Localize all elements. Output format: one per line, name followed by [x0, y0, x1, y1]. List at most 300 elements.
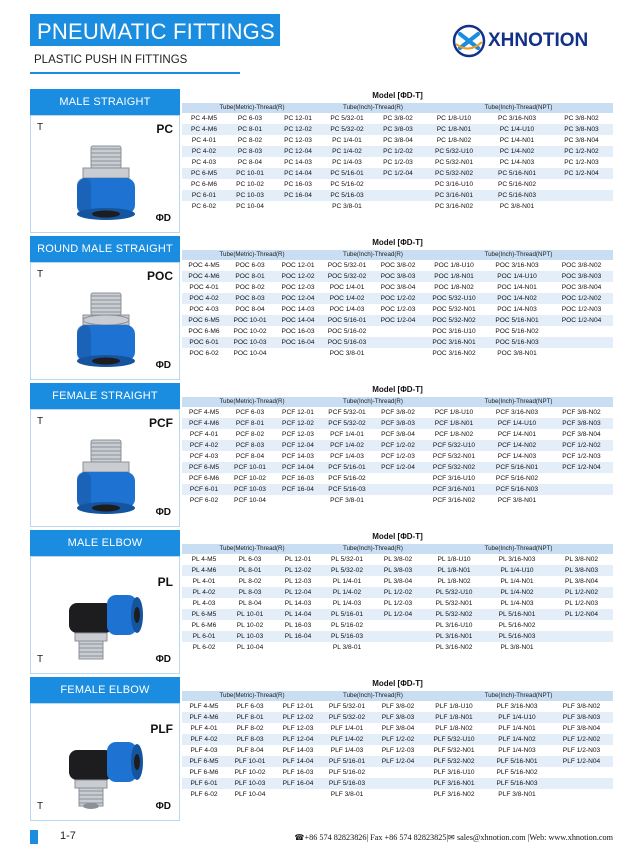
- model-cell: PC 1/2-04: [383, 170, 413, 177]
- model-cell: POC 1/4-N02: [497, 295, 537, 302]
- model-cell: PL 12-01: [284, 556, 312, 563]
- model-cell: POC 4-M6: [188, 273, 220, 280]
- model-cell: PCF 3/8-N03: [562, 420, 601, 427]
- model-cell: PLF 3/8-04: [381, 725, 415, 732]
- model-cell: PCF 3/16-N02: [432, 497, 476, 504]
- model-cell: PLF 5/32-U10: [433, 736, 475, 743]
- table-row: [182, 282, 613, 293]
- model-cell: PLF 5/16-03: [328, 780, 366, 787]
- model-cell: PC 5/16-N03: [497, 192, 537, 199]
- model-cell: PCF 5/32-U10: [432, 442, 476, 449]
- model-cell: PC 6-03: [237, 115, 263, 122]
- table-row: [182, 429, 613, 440]
- model-cell: POC 3/8-02: [380, 262, 416, 269]
- table-row: [182, 745, 613, 756]
- model-cell: PLF 4-M5: [189, 703, 219, 710]
- model-cell: PC 5/16-03: [330, 192, 364, 199]
- model-cell: POC 10-01: [233, 317, 267, 324]
- model-cell: PL 5/32-01: [330, 556, 363, 563]
- table-row: [182, 157, 613, 168]
- model-cell: PL 3/8-01: [332, 644, 362, 651]
- model-cell: PL 3/16-U10: [435, 622, 473, 629]
- table-row: [182, 620, 613, 631]
- model-cell: PCF 1/2-04: [381, 464, 415, 471]
- model-cell: PLF 1/4-U10: [498, 714, 536, 721]
- model-cell: POC 6-01: [189, 339, 219, 346]
- model-cell: POC 14-03: [281, 306, 315, 313]
- model-cell: PCF 16-03: [282, 475, 314, 482]
- model-cell: POC 1/2-04: [380, 317, 416, 324]
- model-cell: PLF 12-01: [282, 703, 314, 710]
- table-row: [182, 190, 613, 201]
- model-cell: PCF 1/2-03: [381, 453, 415, 460]
- model-cell: PL 4-M5: [191, 556, 217, 563]
- model-cell: PC 3/8-N03: [564, 126, 599, 133]
- model-cell: PCF 1/4-03: [330, 453, 364, 460]
- model-table: [182, 677, 613, 800]
- series-code: PCF: [149, 416, 173, 430]
- model-cell: PC 10-01: [236, 170, 264, 177]
- model-cell: POC 5/16-N01: [495, 317, 539, 324]
- model-cell: [372, 484, 424, 495]
- thread-label: T: [37, 654, 44, 665]
- model-cell: PC 4-M6: [190, 126, 217, 133]
- model-cell: PC 1/2-N02: [564, 148, 599, 155]
- model-cell: POC 5/32-U10: [432, 295, 476, 302]
- table-row: [182, 326, 613, 337]
- model-cell: PCF 1/2-N03: [562, 453, 601, 460]
- model-cell: PLF 10-03: [234, 780, 266, 787]
- logo-text: XHNOTION: [488, 30, 589, 51]
- model-cell: PL 3/16-N03: [498, 556, 536, 563]
- model-cell: POC 5/16-03: [327, 339, 367, 346]
- model-cell: PLF 3/8-02: [381, 703, 415, 710]
- model-cell: POC 1/8-N01: [434, 273, 474, 280]
- model-cell: POC 6-M5: [188, 317, 220, 324]
- model-cell: [372, 631, 424, 642]
- model-cell: PLF 3/16-N01: [433, 780, 475, 787]
- model-cell: PC 5/16-02: [330, 181, 364, 188]
- model-cell: PL 1/8-N02: [437, 578, 471, 585]
- model-cell: [550, 484, 613, 495]
- table-row: [182, 598, 613, 609]
- model-cell: [550, 495, 613, 506]
- model-cell: PCF 12-03: [282, 431, 314, 438]
- model-cell: POC 6-M6: [188, 328, 220, 335]
- model-cell: POC 1/2-N02: [561, 295, 602, 302]
- diameter-label: ΦD: [155, 213, 171, 224]
- fitting-photo-icon: [61, 434, 151, 516]
- model-cell: POC 1/2-N04: [561, 317, 602, 324]
- model-cell: POC 5/32-N02: [432, 317, 476, 324]
- model-cell: PLF 3/8-N03: [562, 714, 601, 721]
- table-row: [182, 642, 613, 653]
- table-row: [182, 348, 613, 359]
- model-cell: PCF 1/2-02: [381, 442, 415, 449]
- model-cell: PCF 8-01: [235, 420, 265, 427]
- model-cell: PC 5/32-U10: [434, 148, 474, 155]
- section-label: FEMALE ELBOW: [30, 677, 180, 703]
- model-cell: PLF 12-02: [282, 714, 314, 721]
- model-cell: POC 3/16-U10: [432, 328, 476, 335]
- model-cell: PL 1/4-01: [332, 578, 362, 585]
- brand-logo: [452, 24, 592, 58]
- diameter-label: ΦD: [155, 507, 171, 518]
- model-cell: PCF 1/4-N01: [497, 431, 537, 438]
- table-row: [182, 168, 613, 179]
- model-cell: PL 5/16-N03: [498, 633, 536, 640]
- model-cell: PL 5/16-02: [330, 622, 363, 629]
- model-cell: POC 1/8-U10: [434, 262, 474, 269]
- model-cell: [550, 348, 613, 359]
- page-number: 1-7: [60, 830, 76, 842]
- model-cell: [274, 495, 322, 506]
- model-cell: PL 8-04: [238, 600, 262, 607]
- model-cell: [274, 348, 322, 359]
- model-cell: PLF 10-04: [234, 791, 266, 798]
- model-cell: PCF 8-04: [235, 453, 265, 460]
- model-cell: [274, 201, 322, 212]
- model-cell: PC 1/2-N03: [564, 159, 599, 166]
- table-row: [182, 778, 613, 789]
- model-cell: POC 12-02: [281, 273, 315, 280]
- product-section: [30, 236, 613, 380]
- model-cell: PLF 16-04: [282, 780, 314, 787]
- model-cell: PC 4-02: [191, 148, 217, 155]
- series-code: PLF: [150, 722, 173, 736]
- model-cell: PLF 1/2-N04: [562, 758, 601, 765]
- table-row: [182, 260, 613, 271]
- model-cell: PL 6-M5: [191, 611, 217, 618]
- model-cell: PCF 3/8-04: [381, 431, 415, 438]
- model-title: Model [ΦD-T]: [372, 532, 423, 541]
- table-row: [182, 723, 613, 734]
- model-cell: [372, 179, 424, 190]
- thread-label: T: [37, 122, 44, 133]
- model-cell: POC 12-04: [281, 295, 315, 302]
- model-cell: PCF 3/16-N03: [495, 409, 539, 416]
- model-cell: PCF 1/4-U10: [497, 420, 537, 427]
- model-cell: PL 5/16-N02: [498, 622, 536, 629]
- model-cell: PLF 3/8-N04: [562, 725, 601, 732]
- model-cell: PC 4-01: [191, 137, 217, 144]
- model-cell: PCF 5/16-01: [328, 464, 366, 471]
- product-image-panel: [30, 409, 180, 527]
- model-cell: PCF 8-02: [235, 431, 265, 438]
- model-cell: PCF 6-M6: [188, 475, 220, 482]
- model-cell: PC 12-04: [284, 148, 312, 155]
- model-cell: PLF 1/4-N03: [498, 747, 536, 754]
- model-cell: PCF 1/4-01: [330, 431, 364, 438]
- diameter-label: ΦD: [155, 801, 171, 812]
- model-cell: PLF 4-01: [190, 725, 218, 732]
- table-row: [182, 135, 613, 146]
- model-cell: PCF 6-M5: [188, 464, 220, 471]
- model-cell: PC 5/32-02: [330, 126, 364, 133]
- model-cell: POC 3/8-03: [380, 273, 416, 280]
- model-cell: PLF 1/2-03: [381, 747, 415, 754]
- model-cell: PC 10-04: [236, 203, 264, 210]
- title-band: [30, 14, 280, 46]
- model-cell: PL 1/4-02: [332, 589, 362, 596]
- model-cell: [550, 190, 613, 201]
- model-cell: PL 14-04: [284, 611, 312, 618]
- model-cell: [372, 473, 424, 484]
- model-cell: PLF 6-M6: [189, 769, 219, 776]
- model-cell: PCF 6-01: [189, 486, 219, 493]
- model-cell: PLF 1/4-N01: [498, 725, 536, 732]
- product-image-panel: [30, 703, 180, 821]
- model-cell: PCF 10-03: [234, 486, 266, 493]
- page-subtitle: PLASTIC PUSH IN FITTINGS: [34, 54, 188, 66]
- model-cell: [372, 789, 424, 800]
- table-row: [182, 701, 613, 712]
- table-row: [182, 565, 613, 576]
- table-row: [182, 315, 613, 326]
- model-cell: PC 5/32-N01: [434, 159, 474, 166]
- model-cell: PL 6-03: [238, 556, 262, 563]
- model-cell: PC 3/8-N01: [499, 203, 535, 210]
- column-group-header: Tube(Inch)-Thread(R): [343, 104, 403, 111]
- model-table: [182, 236, 613, 359]
- model-cell: PCF 14-04: [282, 464, 314, 471]
- model-cell: PLF 3/8-N02: [562, 703, 601, 710]
- model-cell: PCF 10-01: [234, 464, 266, 471]
- model-cell: PLF 16-03: [282, 769, 314, 776]
- model-cell: POC 3/8-04: [380, 284, 416, 291]
- model-cell: PLF 12-04: [282, 736, 314, 743]
- model-cell: POC 3/8-N03: [561, 273, 602, 280]
- model-cell: PCF 10-02: [234, 475, 266, 482]
- model-cell: PLF 1/4-03: [330, 747, 364, 754]
- table-row: [182, 767, 613, 778]
- column-group-header: Tube(Metric)-Thread(R): [219, 692, 285, 699]
- model-cell: PLF 8-02: [236, 725, 264, 732]
- model-cell: PC 1/4-U10: [499, 126, 535, 133]
- model-cell: PL 8-01: [238, 567, 262, 574]
- model-cell: POC 3/16-N03: [495, 262, 539, 269]
- model-cell: POC 5/32-N01: [432, 306, 476, 313]
- model-cell: PL 1/2-N04: [564, 611, 599, 618]
- model-cell: PCF 1/8-U10: [434, 409, 474, 416]
- model-cell: PLF 3/16-N02: [433, 791, 475, 798]
- model-cell: PLF 10-02: [234, 769, 266, 776]
- model-cell: PLF 8-01: [236, 714, 264, 721]
- model-cell: PCF 5/16-03: [328, 486, 366, 493]
- model-cell: POC 3/8-N02: [561, 262, 602, 269]
- model-cell: PLF 1/4-02: [330, 736, 364, 743]
- model-cell: POC 4-01: [189, 284, 219, 291]
- model-cell: [550, 201, 613, 212]
- model-cell: POC 8-03: [235, 295, 265, 302]
- column-group-header: Tube(Inch)-Thread(NPT): [484, 545, 553, 552]
- model-cell: PLF 4-02: [190, 736, 218, 743]
- model-cell: PL 4-01: [192, 578, 216, 585]
- model-cell: POC 3/8-01: [329, 350, 365, 357]
- model-cell: POC 1/4-01: [329, 284, 365, 291]
- table-row: [182, 201, 613, 212]
- model-cell: PC 3/16-U10: [434, 181, 474, 188]
- model-cell: PC 1/2-03: [383, 159, 413, 166]
- model-cell: PC 1/2-02: [383, 148, 413, 155]
- model-cell: PL 1/2-04: [383, 611, 413, 618]
- model-cell: PCF 5/32-N01: [432, 453, 476, 460]
- model-cell: PL 5/32-U10: [435, 589, 473, 596]
- model-cell: POC 1/4-03: [329, 306, 365, 313]
- model-cell: PC 3/8-02: [383, 115, 413, 122]
- model-cell: PL 3/8-N02: [564, 556, 599, 563]
- column-group-header: Tube(Inch)-Thread(R): [343, 692, 403, 699]
- model-cell: POC 8-01: [235, 273, 265, 280]
- model-cell: PC 3/8-03: [383, 126, 413, 133]
- model-cell: POC 3/8-N01: [497, 350, 537, 357]
- model-cell: POC 8-02: [235, 284, 265, 291]
- model-cell: PCF 3/8-03: [381, 420, 415, 427]
- product-section: [30, 383, 613, 527]
- model-cell: PC 1/4-02: [332, 148, 362, 155]
- model-cell: POC 1/8-N02: [434, 284, 474, 291]
- table-row: [182, 440, 613, 451]
- thread-label: T: [37, 801, 44, 812]
- subtitle-underline: [30, 72, 240, 74]
- model-cell: PCF 4-01: [189, 431, 219, 438]
- model-cell: POC 10-03: [233, 339, 267, 346]
- model-cell: POC 12-01: [281, 262, 315, 269]
- model-cell: PCF 3/16-U10: [432, 475, 476, 482]
- model-cell: PL 5/32-N02: [435, 611, 473, 618]
- model-cell: PLF 4-M6: [189, 714, 219, 721]
- model-cell: [550, 179, 613, 190]
- table-row: [182, 418, 613, 429]
- model-cell: PLF 8-03: [236, 736, 264, 743]
- series-code: POC: [146, 269, 173, 283]
- fitting-photo-icon: [61, 287, 151, 369]
- model-cell: PC 5/16-N01: [497, 170, 537, 177]
- product-image-panel: [30, 556, 180, 674]
- model-cell: PC 1/4-N03: [499, 159, 535, 166]
- model-cell: PLF 4-03: [190, 747, 218, 754]
- model-cell: PCF 3/8-N01: [497, 497, 537, 504]
- model-cell: PL 1/4-U10: [500, 567, 534, 574]
- table-header-row: [182, 544, 613, 554]
- model-cell: PLF 5/16-N01: [496, 758, 538, 765]
- model-cell: PL 1/2-02: [383, 589, 413, 596]
- model-cell: PL 1/2-03: [383, 600, 413, 607]
- model-cell: POC 3/16-N01: [432, 339, 476, 346]
- model-cell: PCF 16-04: [282, 486, 314, 493]
- series-code: PL: [157, 575, 173, 589]
- model-cell: PLF 1/2-02: [381, 736, 415, 743]
- model-cell: PLF 3/8-01: [330, 791, 364, 798]
- model-cell: PC 12-03: [284, 137, 312, 144]
- page-number-marker: [30, 830, 38, 844]
- product-section: [30, 89, 613, 233]
- model-cell: PCF 4-M5: [188, 409, 220, 416]
- model-cell: PL 1/2-N03: [564, 600, 599, 607]
- table-row: [182, 789, 613, 800]
- model-cell: PCF 4-02: [189, 442, 219, 449]
- model-cell: POC 8-04: [235, 306, 265, 313]
- model-cell: PCF 3/8-N02: [562, 409, 601, 416]
- model-cell: PL 12-02: [284, 567, 312, 574]
- model-cell: [550, 473, 613, 484]
- model-cell: [372, 190, 424, 201]
- model-cell: [372, 326, 424, 337]
- model-cell: POC 1/2-03: [380, 306, 416, 313]
- model-cell: PCF 5/32-N02: [432, 464, 476, 471]
- table-row: [182, 407, 613, 418]
- model-cell: PCF 1/8-N02: [434, 431, 474, 438]
- contact-info: ☎+86 574 82823826| Fax +86 574 82823825|✉ sales@xhnotion.com |Web: www.xhnotion.com: [294, 833, 613, 842]
- table-row: [182, 587, 613, 598]
- table-header-row: [182, 397, 613, 407]
- table-row: [182, 473, 613, 484]
- model-cell: PL 5/16-03: [330, 633, 363, 640]
- model-cell: [550, 789, 613, 800]
- model-cell: PL 16-04: [284, 633, 312, 640]
- model-cell: PC 3/8-01: [332, 203, 362, 210]
- column-group-header: Tube(Inch)-Thread(NPT): [484, 104, 553, 111]
- model-cell: PCF 1/4-N02: [497, 442, 537, 449]
- model-cell: PC 6-M5: [190, 170, 217, 177]
- model-cell: PC 16-04: [284, 192, 312, 199]
- column-group-header: Tube(Inch)-Thread(R): [343, 398, 403, 405]
- model-cell: PCF 1/4-N03: [497, 453, 537, 460]
- logo-mark-icon: [452, 24, 486, 58]
- diameter-label: ΦD: [155, 360, 171, 371]
- model-cell: PC 1/4-N02: [499, 148, 535, 155]
- model-cell: PLF 3/8-03: [381, 714, 415, 721]
- model-cell: PLF 14-04: [282, 758, 314, 765]
- model-cell: PC 5/16-N02: [497, 181, 537, 188]
- model-cell: PC 8-02: [237, 137, 263, 144]
- model-cell: POC 1/2-N03: [561, 306, 602, 313]
- model-cell: POC 5/16-N02: [495, 328, 539, 335]
- model-cell: POC 1/4-U10: [497, 273, 537, 280]
- model-cell: PC 4-03: [191, 159, 217, 166]
- model-cell: [372, 767, 424, 778]
- model-cell: PC 5/32-N02: [434, 170, 474, 177]
- model-cell: PCF 1/8-N01: [434, 420, 474, 427]
- model-cell: PCF 5/16-N03: [495, 486, 539, 493]
- model-cell: PL 3/8-04: [383, 578, 413, 585]
- table-header-row: [182, 103, 613, 113]
- model-cell: PC 1/8-U10: [436, 115, 472, 122]
- model-title: Model [ΦD-T]: [372, 91, 423, 100]
- model-cell: PC 1/4-N01: [499, 137, 535, 144]
- model-cell: PLF 1/4-N02: [498, 736, 536, 743]
- model-cell: PCF 6-03: [235, 409, 265, 416]
- model-cell: POC 14-04: [281, 317, 315, 324]
- model-cell: PL 10-02: [236, 622, 264, 629]
- model-cell: PLF 1/8-N02: [435, 725, 473, 732]
- model-title: Model [ΦD-T]: [372, 238, 423, 247]
- column-group-header: Tube(Metric)-Thread(R): [219, 398, 285, 405]
- model-cell: POC 10-02: [233, 328, 267, 335]
- model-cell: [550, 337, 613, 348]
- model-table: [182, 530, 613, 653]
- model-cell: PL 10-01: [236, 611, 264, 618]
- table-row: [182, 734, 613, 745]
- model-cell: PC 12-02: [284, 126, 312, 133]
- table-header-row: [182, 250, 613, 260]
- table-row: [182, 462, 613, 473]
- model-cell: PLF 10-01: [234, 758, 266, 765]
- model-cell: POC 5/16-02: [327, 328, 367, 335]
- section-label: ROUND MALE STRAIGHT: [30, 236, 180, 262]
- model-cell: PLF 5/32-N01: [433, 747, 475, 754]
- model-cell: PL 1/8-U10: [437, 556, 471, 563]
